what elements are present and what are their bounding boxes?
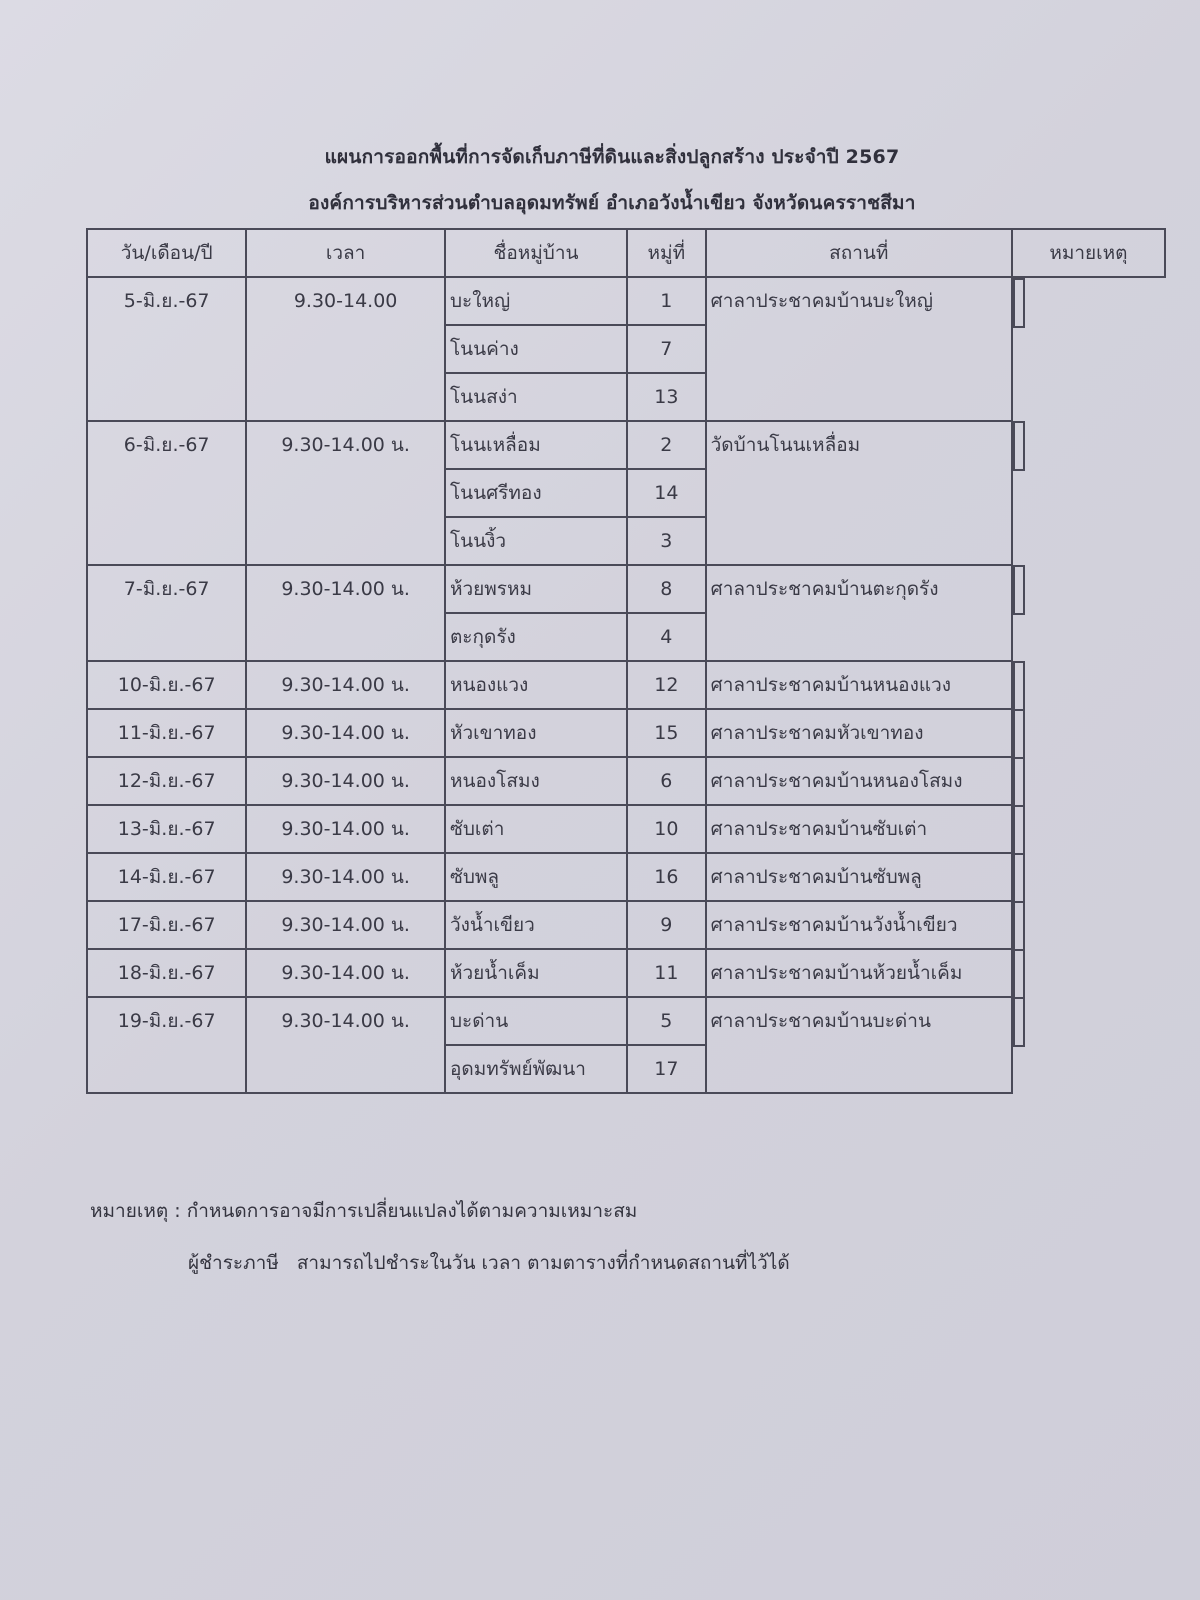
- cell-date: 18-มิ.ย.-67: [87, 949, 246, 997]
- cell-time: 9.30-14.00 น.: [246, 565, 445, 661]
- table-row: [87, 949, 1165, 997]
- table-row: [87, 661, 1165, 709]
- cell-moo-number: 13: [627, 373, 706, 421]
- cell-moo-number: 2: [627, 421, 706, 469]
- cell-place: ศาลาประชาคมบ้านซับพลู: [706, 853, 1012, 901]
- footnote-label: หมายเหตุ: [90, 1200, 169, 1222]
- cell-note: [1013, 901, 1025, 951]
- cell-time: 9.30-14.00 น.: [246, 997, 445, 1093]
- cell-village-name: โนนสง่า: [445, 373, 627, 421]
- cell-date: 7-มิ.ย.-67: [87, 565, 246, 661]
- cell-time: 9.30-14.00: [246, 277, 445, 421]
- cell-moo-number: 4: [627, 613, 706, 661]
- cell-moo-number: 7: [627, 325, 706, 373]
- cell-time: 9.30-14.00 น.: [246, 901, 445, 949]
- schedule-body: [87, 277, 1165, 1093]
- cell-place: ศาลาประชาคมบ้านวังน้ำเขียว: [706, 901, 1012, 949]
- cell-village-name: วังน้ำเขียว: [445, 901, 627, 949]
- cell-village-name: บะด่าน: [445, 997, 627, 1045]
- cell-moo-number: 10: [627, 805, 706, 853]
- cell-moo-number: 3: [627, 517, 706, 565]
- cell-village-name: ซับเต่า: [445, 805, 627, 853]
- table-header-row: [87, 229, 1165, 277]
- cell-village-name: หนองโสมง: [445, 757, 627, 805]
- cell-time: 9.30-14.00 น.: [246, 661, 445, 709]
- cell-moo-number: 5: [627, 997, 706, 1045]
- table-row: [87, 277, 1165, 325]
- document-title: แผนการออกพื้นที่การจัดเก็บภาษีที่ดินและสิ่งปลูกสร้าง ประจำปี 2567: [324, 146, 900, 168]
- cell-note: [1013, 661, 1025, 711]
- cell-date: 19-มิ.ย.-67: [87, 997, 246, 1093]
- cell-moo-number: 8: [627, 565, 706, 613]
- schedule-table: [86, 228, 1166, 1094]
- cell-note: [1013, 565, 1025, 615]
- cell-date: 10-มิ.ย.-67: [87, 661, 246, 709]
- cell-village-name: บะใหญ่: [445, 277, 627, 325]
- cell-moo-number: 11: [627, 949, 706, 997]
- cell-village-name: อุดมทรัพย์พัฒนา: [445, 1045, 627, 1093]
- cell-moo-number: 14: [627, 469, 706, 517]
- cell-place: วัดบ้านโนนเหลื่อม: [706, 421, 1012, 565]
- cell-village-name: โนนค่าง: [445, 325, 627, 373]
- header-moo: หมู่ที่: [627, 229, 706, 277]
- cell-date: 12-มิ.ย.-67: [87, 757, 246, 805]
- cell-moo-number: 6: [627, 757, 706, 805]
- cell-moo-number: 1: [627, 277, 706, 325]
- footnote-payer-text: สามารถไปชำระในวัน เวลา ตามตารางที่กำหนดสถานที่ไว้ได้: [296, 1252, 790, 1274]
- cell-note: [1013, 853, 1025, 903]
- cell-place: ศาลาประชาคมบ้านหนองแวง: [706, 661, 1012, 709]
- cell-village-name: หัวเขาทอง: [445, 709, 627, 757]
- table-row: [87, 901, 1165, 949]
- cell-village-name: โนนเหลื่อม: [445, 421, 627, 469]
- cell-time: 9.30-14.00 น.: [246, 853, 445, 901]
- cell-village-name: ตะกุดรัง: [445, 613, 627, 661]
- cell-time: 9.30-14.00 น.: [246, 949, 445, 997]
- cell-moo-number: 12: [627, 661, 706, 709]
- cell-place: ศาลาประชาคมบ้านบะด่าน: [706, 997, 1012, 1093]
- table-row: [87, 997, 1165, 1045]
- cell-moo-number: 16: [627, 853, 706, 901]
- cell-time: 9.30-14.00 น.: [246, 709, 445, 757]
- cell-date: 5-มิ.ย.-67: [87, 277, 246, 421]
- cell-date: 17-มิ.ย.-67: [87, 901, 246, 949]
- footnote-line-1: [90, 1196, 637, 1226]
- header-note: หมายเหตุ: [1012, 229, 1165, 277]
- table-row: [87, 757, 1165, 805]
- cell-moo-number: 9: [627, 901, 706, 949]
- table-row: [87, 421, 1165, 469]
- document-subtitle: องค์การบริหารส่วนตำบลอุดมทรัพย์ อำเภอวังน้ำเขียว จังหวัดนครราชสีมา: [308, 192, 916, 214]
- table-row: [87, 565, 1165, 613]
- cell-village-name: ซับพลู: [445, 853, 627, 901]
- cell-village-name: ห้วยน้ำเค็ม: [445, 949, 627, 997]
- cell-village-name: หนองแวง: [445, 661, 627, 709]
- footnote-payer-label: ผู้ชำระภาษี: [188, 1252, 279, 1274]
- footnote-line-2: [188, 1248, 790, 1278]
- cell-date: 14-มิ.ย.-67: [87, 853, 246, 901]
- cell-note: [1013, 421, 1025, 471]
- table-row: [87, 853, 1165, 901]
- header-time: เวลา: [246, 229, 445, 277]
- cell-place: ศาลาประชาคมหัวเขาทอง: [706, 709, 1012, 757]
- header-date: วัน/เดือน/ปี: [87, 229, 246, 277]
- cell-time: 9.30-14.00 น.: [246, 805, 445, 853]
- table-row: [87, 709, 1165, 757]
- cell-note: [1013, 709, 1025, 759]
- cell-date: 11-มิ.ย.-67: [87, 709, 246, 757]
- cell-note: [1013, 278, 1025, 328]
- cell-time: 9.30-14.00 น.: [246, 421, 445, 565]
- cell-place: ศาลาประชาคมบ้านหนองโสมง: [706, 757, 1012, 805]
- cell-note: [1013, 997, 1025, 1047]
- cell-moo-number: 17: [627, 1045, 706, 1093]
- footnote-separator: :: [174, 1200, 181, 1222]
- cell-moo-number: 15: [627, 709, 706, 757]
- cell-village-name: ห้วยพรหม: [445, 565, 627, 613]
- cell-village-name: โนนศรีทอง: [445, 469, 627, 517]
- cell-note: [1013, 949, 1025, 999]
- header-village: ชื่อหมู่บ้าน: [445, 229, 627, 277]
- cell-place: ศาลาประชาคมบ้านบะใหญ่: [706, 277, 1012, 421]
- header-place: สถานที่: [706, 229, 1012, 277]
- cell-place: ศาลาประชาคมบ้านตะกุดรัง: [706, 565, 1012, 661]
- cell-note: [1013, 805, 1025, 855]
- cell-place: ศาลาประชาคมบ้านซับเต่า: [706, 805, 1012, 853]
- cell-time: 9.30-14.00 น.: [246, 757, 445, 805]
- cell-place: ศาลาประชาคมบ้านห้วยน้ำเค็ม: [706, 949, 1012, 997]
- cell-date: 6-มิ.ย.-67: [87, 421, 246, 565]
- footnote-text: กำหนดการอาจมีการเปลี่ยนแปลงได้ตามความเหมาะสม: [186, 1200, 638, 1222]
- cell-note: [1013, 757, 1025, 807]
- cell-village-name: โนนงิ้ว: [445, 517, 627, 565]
- cell-date: 13-มิ.ย.-67: [87, 805, 246, 853]
- table-row: [87, 805, 1165, 853]
